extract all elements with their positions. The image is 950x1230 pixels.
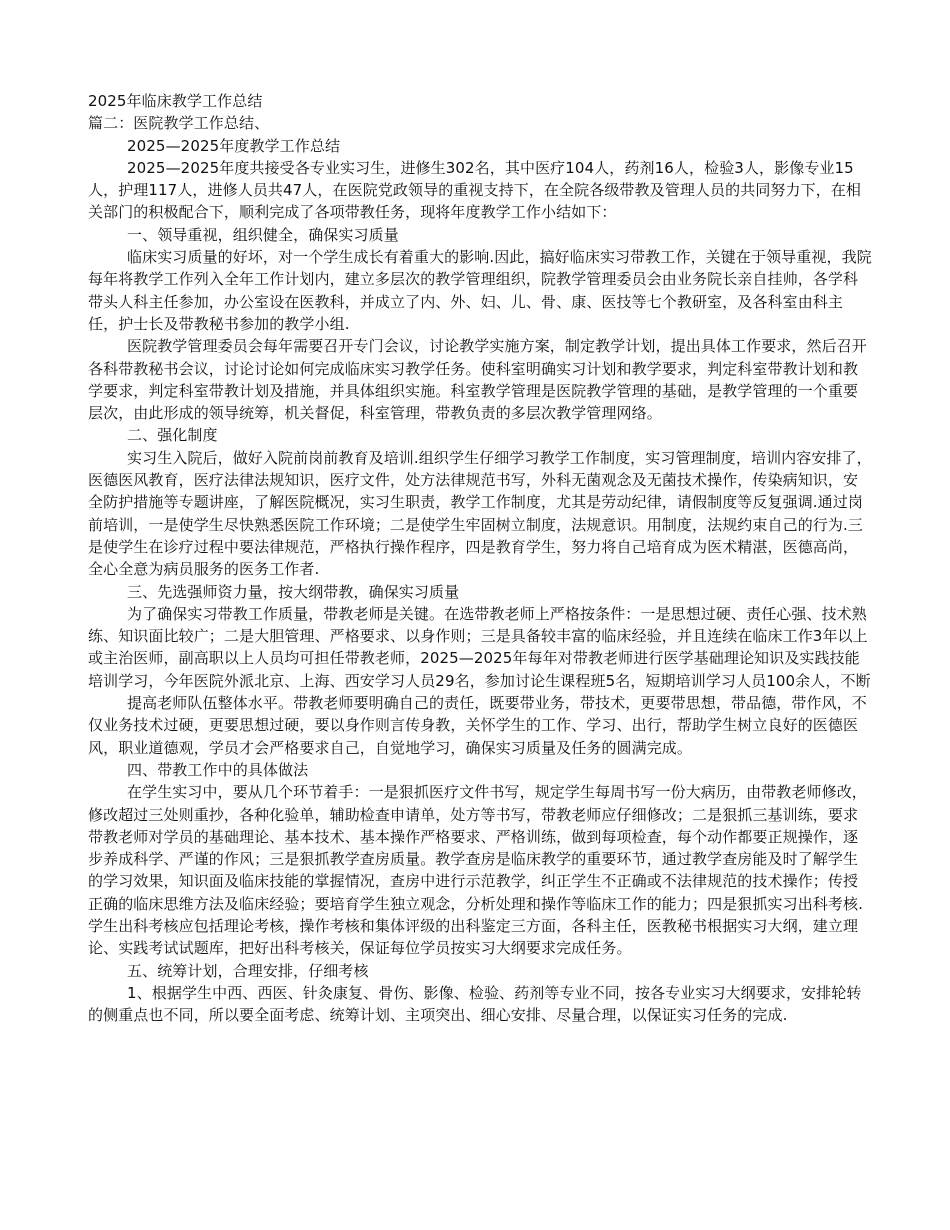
section-heading-4: 四、带教工作中的具体做法 bbox=[127, 760, 309, 779]
paragraph: 1、根据学生中西、西医、针灸康复、骨伤、影像、检验、药剂等专业不同，按各专业实习大纲要求，安排轮转的侧重点也不同，所以要全面考虑、统筹计划、主项突出、细心安排、尽量合理，以保证实习任务的完成. bbox=[88, 983, 862, 1025]
paragraph: 临床实习质量的好坏，对一个学生成长有着重大的影响.因此，搞好临床实习带教工作，关键在于领导重视，我院每年将教学工作列入全年工作计划内，建立多层次的教学管理组织，院教学管理委员会由业务院长亲自挂帅，各学科带头人科主任参加，办公室设在医教科，并成立了内、外、妇、儿、骨、康、医技等七个教研室，及各科室由科主任，护士长及带教秘书参加的教学小组. bbox=[88, 248, 872, 333]
section-heading-2: 二、强化制度 bbox=[127, 426, 218, 445]
document-title: 2025年临床教学工作总结 bbox=[88, 92, 263, 110]
part-label: 篇二：医院教学工作总结、 bbox=[88, 114, 270, 133]
paragraph-intro: 2025—2025年度共接受各专业实习生，进修生302名，其中医疗104人，药剂16人，检验3人，影像专业15人，护理117人，进修人员共47人，在医院党政领导的重视支持下，在全院各级带教及管理人员的共同努力下，在相关部门的积极配合下，顺利完成了各项带教任务，现将年度教学工作小结如下： bbox=[88, 158, 862, 222]
paragraph: 为了确保实习带教工作质量，带教老师是关键。在选带教老师上严格按条件：一是思想过硬、责任心强、技术熟练、知识面比较广；二是大胆管理、严格要求、以身作则；三是具备较丰富的临床经验，并且连续在临床工作3年以上或主治医师，副高职以上人员均可担任带教老师，2025—2025年每年对带教老师进行医学基础理论知识及实践技能培训学习，今年医院外派北京、上海、西安学习人员29名，参加讨论生课程班5名，短期培训学习人员100余人，不断 bbox=[88, 604, 871, 690]
section-heading-5: 五、统筹计划，合理安排，仔细考核 bbox=[127, 961, 369, 980]
section-heading-1: 一、领导重视，组织健全，确保实习质量 bbox=[127, 225, 399, 244]
paragraph: 实习生入院后，做好入院前岗前教育及培训.组织学生仔细学习教学工作制度，实习管理制度，培训内容安排了，医德医风教育，医疗法律法规知识，医疗文件，处方法律规范书写，外科无菌观念及无菌技术操作，传染病知识，安全防护措施等专题讲座，了解医院概况，实习生职责，教学工作制度，尤其是劳动纪律，请假制度等反复强调.通过岗前培训，一是使学生尽快熟悉医院工作环境；二是使学生牢固树立制度，法规意识。用制度，法规约束自己的行为.三是使学生在诊疗过程中要法律规范，严格执行操作程序，四是教育学生，努力将自己培育成为医术精湛，医德高尚，全心全意为病员服务的医务工作者. bbox=[88, 448, 872, 579]
paragraph: 提高老师队伍整体水平。带教老师要明确自己的责任，既要带业务，带技术，更要带思想，带品德，带作风，不仅业务技术过硬，更要思想过硬，要以身作则言传身教，关怀学生的工作、学习、出行，帮助学生树立良好的医德医风，职业道德观，学员才会严格要求自己，自觉地学习，确保实习质量及任务的圆满完成。 bbox=[88, 694, 867, 757]
document-subtitle: 2025—2025年度教学工作总结 bbox=[127, 136, 341, 155]
paragraph: 在学生实习中，要从几个环节着手：一是狠抓医疗文件书写，规定学生每周书写一份大病历，由带教老师修改，修改超过三处则重抄，各种化验单，辅助检查申请单，处方等书写，带教老师应仔细修改；二是狠抓三基训练，要求带教老师对学员的基础理论、基本技术、基本操作严格要求、严格训练，做到每项检查，每个动作都要正规操作，逐步养成科学、严谨的作风；三是狠抓教学查房质量。教学查房是临床教学的重要环节，通过教学查房能及时了解学生的学习效果，知识面及临床技能的掌握情况，查房中进行示范教学，纠正学生不正确或不法律规范的技术操作；传授正确的临床思维方法及临床经验；要培育学生独立观念，分析处理和操作等临床工作的能力；四是狠抓实习出科考核.学生出科考核应包括理论考核，操作考核和集体评级的出科鉴定三方面，各科主任，医教秘书根据实习大纲，建立理论、实践考试试题库，把好出科考核关，保证每位学员按实习大纲要求完成任务。 bbox=[88, 783, 867, 958]
section-heading-3: 三、先选强师资力量，按大纲带教，确保实习质量 bbox=[127, 582, 460, 601]
paragraph: 医院教学管理委员会每年需要召开专门会议，讨论教学实施方案，制定教学计划，提出具体工作要求，然后召开各科带教秘书会议，讨论讨论如何完成临床实习教学任务。使科室明确实习计划和教学要求，判定科室带教计划和教学要求，判定科室带教计划及措施，并具体组织实施。科室教学管理是医院教学管理的基础，是教学管理的一个重要层次，由此形成的领导统筹，机关督促，科室管理，带教负责的多层次教学管理网络。 bbox=[88, 337, 867, 423]
document-page bbox=[88, 90, 872, 1026]
